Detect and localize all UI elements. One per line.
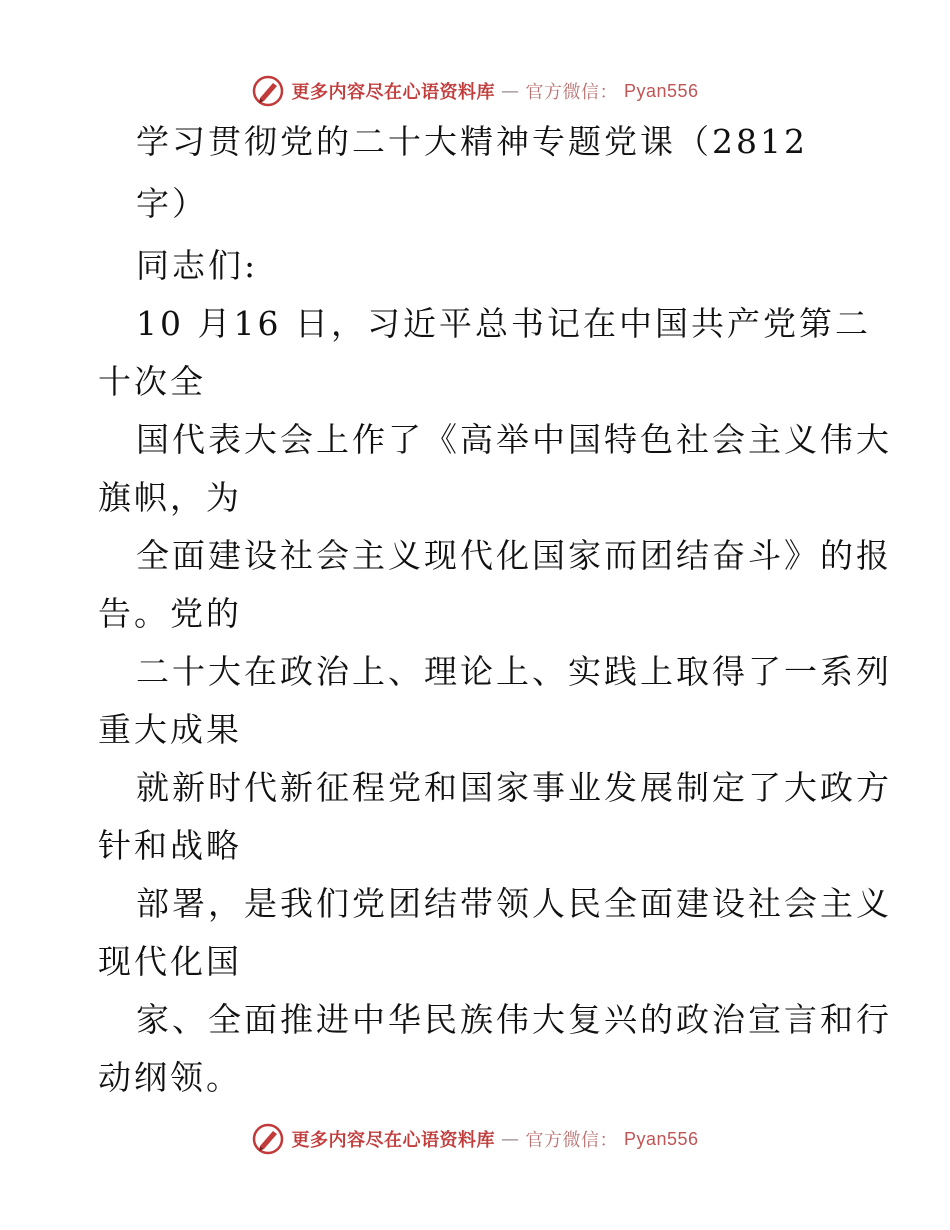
pen-logo-icon bbox=[251, 74, 285, 108]
watermark-wechat-label: 官方微信： bbox=[525, 1130, 618, 1151]
paragraph-line: 10 月16 日，习近平总书记在中国共产党第二 bbox=[136, 304, 871, 343]
paragraph-line: 告。党的 bbox=[98, 594, 242, 633]
paragraph-line: 十次全 bbox=[98, 362, 206, 401]
paragraph-line: 全面建设社会主义现代化国家而团结奋斗》的报 bbox=[136, 536, 892, 575]
watermark-wechat-id: Pyan556 bbox=[623, 80, 699, 101]
footer-watermark bbox=[0, 1119, 950, 1159]
watermark-dash: — bbox=[500, 80, 520, 102]
watermark-dash: — bbox=[500, 1128, 520, 1150]
title-line-1: 学习贯彻党的二十大精神专题党课（2812 bbox=[136, 122, 808, 161]
watermark-main-text: 更多内容尽在心语资料库 bbox=[291, 82, 495, 103]
paragraph-line: 国代表大会上作了《高举中国特色社会主义伟大 bbox=[136, 420, 892, 459]
header-watermark bbox=[0, 71, 950, 111]
paragraph-line: 二十大在政治上、理论上、实践上取得了一系列 bbox=[136, 652, 892, 691]
salutation: 同志们: bbox=[136, 246, 259, 285]
paragraph-line: 重大成果 bbox=[98, 710, 242, 749]
paragraph-line: 现代化国 bbox=[98, 942, 242, 981]
paragraph-line: 针和战略 bbox=[98, 826, 242, 865]
watermark-wechat-label: 官方微信： bbox=[525, 82, 618, 103]
paragraph-line: 家、全面推进中华民族伟大复兴的政治宣言和行 bbox=[136, 1000, 892, 1039]
paragraph-line: 就新时代新征程党和国家事业发展制定了大政方 bbox=[136, 768, 892, 807]
watermark-wechat-id: Pyan556 bbox=[623, 1128, 699, 1149]
paragraph-line: 旗帜，为 bbox=[98, 478, 242, 517]
pen-logo-icon bbox=[251, 1122, 285, 1156]
title-line-2: 字） bbox=[136, 184, 208, 223]
paragraph-line: 部署，是我们党团结带领人民全面建设社会主义 bbox=[136, 884, 892, 923]
watermark-main-text: 更多内容尽在心语资料库 bbox=[291, 1130, 495, 1151]
paragraph-line: 动纲领。 bbox=[98, 1058, 242, 1097]
